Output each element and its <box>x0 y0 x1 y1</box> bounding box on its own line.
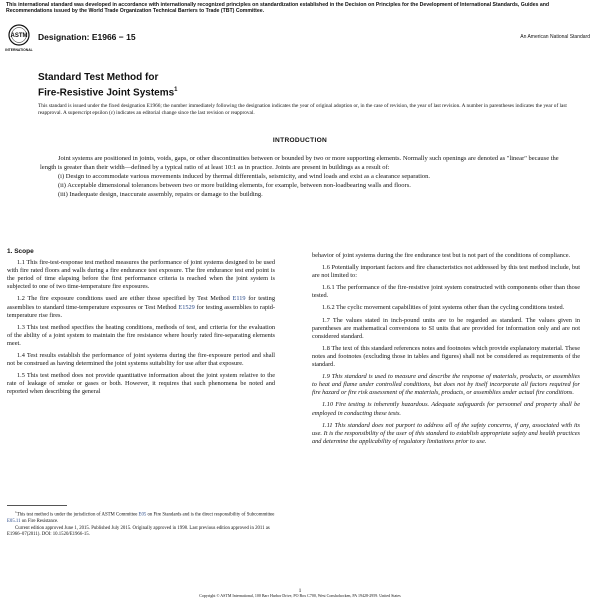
org-name: An American National Standard <box>520 34 590 40</box>
section-1-2-text: for testing assemblies to rapid-temperature rise fires. <box>7 303 276 319</box>
section-1-6-1: 1.6.1 The performance of the fire-resistive joint system constructed with components other than those tested. <box>312 284 580 300</box>
logo-subtext: INTERNATIONAL <box>5 48 33 52</box>
section-1-6-2: 1.6.2 The cyclic movement capabilities of joint systems other than the cycling conditions tested. <box>322 304 565 312</box>
section-1-7: 1.7 The values stated in inch-pound units are to be regarded as standard. The values given in parentheses are mathematical conversions to SI units that are provided for information only and are not considered standard. <box>312 316 580 340</box>
page-number: 1 <box>298 588 302 594</box>
introduction-heading: INTRODUCTION <box>272 137 328 144</box>
section-1-8: 1.8 The text of this standard references notes and footnotes which provide explanatory material. These notes and footnotes (excluding those in tables and figures) shall not be considered as requirements of the standard. <box>312 344 580 369</box>
section-1-4: 1.4 Test results establish the performance of joint systems during the fire-exposure period and shall not be construed as having determined the joint systems suitability for use after that exposure. <box>7 352 275 368</box>
title-line-1: Standard Test Method for <box>38 72 159 83</box>
section-1-6: 1.6 Potentially important factors and fire characteristics not addressed by this test method include, but are not limited to: <box>312 264 580 280</box>
section-1-5: 1.5 This test method does not provide quantitative information about the joint system relative to the rate of leakage of smoke or gases or both. However, it requires that such phenomena be noted and reported when describing the general <box>7 372 275 396</box>
footnote-text: on Fire Resistance. <box>20 518 59 524</box>
link-e05-11[interactable]: E05.11 <box>7 518 21 524</box>
section-1-5-continued: behavior of joint systems during the fire endurance test but is not part of the conditions of compliance. <box>312 252 571 259</box>
copyright-notice: Copyright © ASTM International, 100 Barr Harbor Drive, PO Box C700, West Conshohocken, PA 19428-2959. United States <box>199 593 401 598</box>
section-1-2 <box>7 295 275 319</box>
title-line-2 <box>38 84 178 99</box>
introduction-item: (iii) Inadequate design, inaccurate assembly, repairs or damage to the building. <box>58 191 263 198</box>
footnote-marker: 1 <box>15 510 17 514</box>
footnote-rule <box>7 505 67 506</box>
footnote-text: This test method is under the jurisdiction of ASTM Committee <box>16 512 139 518</box>
section-1-2-text: for testing assemblies to standard time-temperature exposures or Test Method <box>7 295 275 311</box>
designation: Designation: E1966 − 15 <box>38 32 136 42</box>
astm-logo-icon <box>7 24 31 58</box>
footnote-2: Current edition approved June 1, 2015. Published July 2015. Originally approved in 1998. Last previous edition approved in 2011 as E1966–07(2011). DOI: 10.1520/E1966-15. <box>7 526 270 538</box>
footnote-text: on Fire Standards and is the direct responsibility of Subcommittee <box>146 512 275 518</box>
issuance-notice: This standard is issued under the fixed designation E1966; the number immediately following the designation indicates the year of original adoption or, in the case of revision, the year of last revision. A number in parentheses indicates the year of last reapproval. A superscript epsilon (ε) indicates an editorial change since the last revision or reapproval. <box>38 103 567 116</box>
title-line-2-text: Fire-Resistive Joint Systems <box>38 87 175 99</box>
link-e05[interactable]: E05 <box>138 512 147 518</box>
footnotes <box>7 510 275 540</box>
section-1-10: 1.10 Fire testing is inherently hazardous. Adequate safeguards for personnel and property shall be employed in conducting these tests. <box>312 401 580 417</box>
section-1-2-text: 1.2 The fire exposure conditions used are either those specified by Test Method <box>17 295 233 303</box>
astm-logo <box>7 24 31 58</box>
logo-text: ASTM <box>10 33 28 40</box>
introduction-item: (ii) Acceptable dimensional tolerances between two or more building elements, for example, between non-loadbearing walls and floors. <box>58 182 411 189</box>
introduction-item: (i) Design to accommodate various movements induced by thermal differentials, seismicity, and wind loads and exist as a clearance separation. <box>58 173 431 180</box>
section-1-9: 1.9 This standard is used to measure and describe the response of materials, products, or assemblies to heat and flame under controlled conditions, but does not by itself incorporate all factors required for fire hazard or fire risk assessment of the materials, products, or assemblies under actual fire conditions. <box>312 373 580 397</box>
introduction-paragraph: Joint systems are positioned in joints, voids, gaps, or other discontinuities between or bounded by two or more supporting elements. Normally such openings are denoted as "linear" because the length is greater than their width—defined by a typical ratio of at least 10:1 as in practice. Joints are present in buildings as a result of: <box>40 155 559 171</box>
introduction-body <box>40 154 570 199</box>
left-column <box>7 248 275 401</box>
top-notice: This international standard was developed in accordance with internationally recognized principles on standardization established in the Decision on Principles for the Development of International Standards, Guides and Recommendations issued by the World Trade Organization Technical Barriers to Trade (TBT) Committee. <box>6 2 550 14</box>
link-e119[interactable]: E119 <box>232 295 246 303</box>
document-title <box>38 72 178 99</box>
scope-heading: 1. Scope <box>7 248 34 255</box>
right-column <box>312 252 580 450</box>
section-1-11: 1.11 This standard does not purport to address all of the safety concerns, if any, associated with its use. It is the responsibility of the user of this standard to establish appropriate safety and health practices and determine the applicability of regulatory limitations prior to use. <box>312 421 580 445</box>
title-footnote-marker: 1 <box>174 87 178 93</box>
section-1-3: 1.3 This test method specifies the heating conditions, methods of test, and criteria for the evaluation of the ability of a joint system to maintain the fire resistance where hourly rated fire-separating elements meet. <box>7 323 275 347</box>
footnote-1 <box>7 510 275 524</box>
link-e1529[interactable]: E1529 <box>178 303 195 311</box>
section-1-1: 1.1 This fire-test-response test method measures the performance of joint systems designed to be used with fire rated floors and walls during a fire endurance test exposure. The fire endurance test end point is the period of time elapsing before the first performance criteria is reached when the joint system is subjected to one of two time-temperature fire exposures. <box>7 259 275 291</box>
